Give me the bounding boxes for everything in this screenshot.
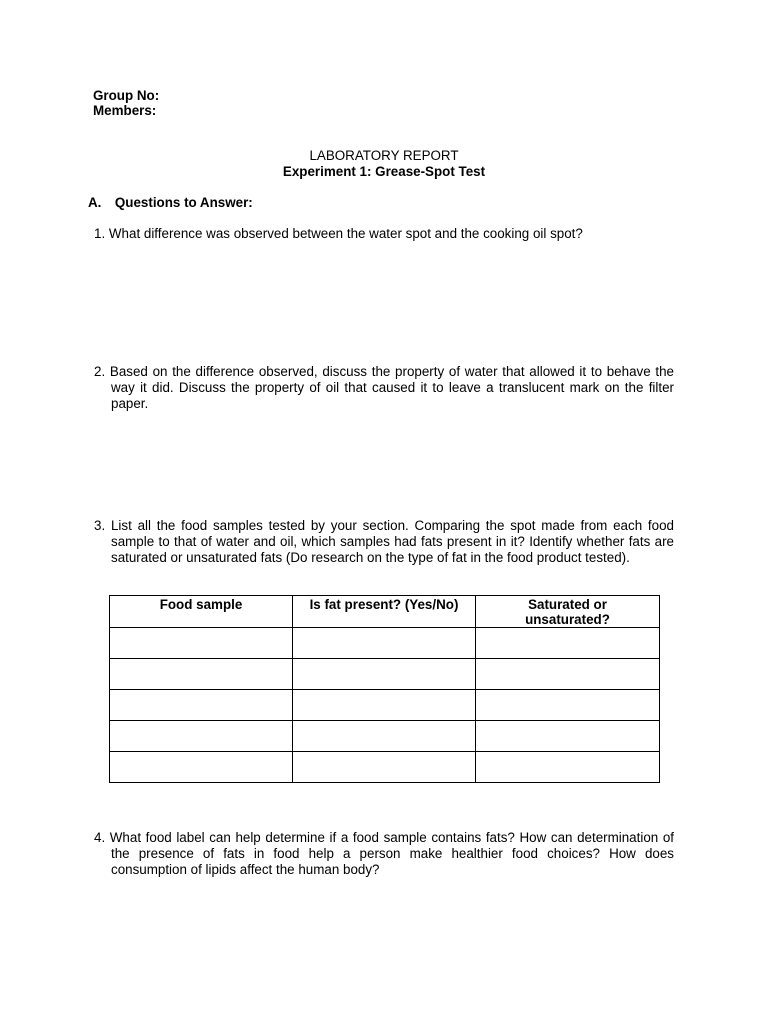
table-cell[interactable]: [293, 721, 476, 752]
table-row: [110, 752, 660, 783]
column-header-fat-present: Is fat present? (Yes/No): [293, 596, 476, 628]
question-4: [92, 830, 674, 878]
table-cell[interactable]: [110, 752, 293, 783]
table-cell[interactable]: [110, 628, 293, 659]
question-3-text: List all the food samples tested by your section. Comparing the spot made from each food sample to that of water and oil, which samples had fats present in it? Identify whether fats are saturated or unsaturated fats (Do research on the type of fat in the food product tested).: [110, 518, 674, 565]
table-row: [110, 721, 660, 752]
members-label: Members:: [93, 103, 157, 118]
table-row: [110, 628, 660, 659]
table-row: [110, 690, 660, 721]
table-cell[interactable]: [293, 628, 476, 659]
table-cell[interactable]: [476, 628, 660, 659]
table-cell[interactable]: [110, 721, 293, 752]
food-samples-table: [109, 595, 660, 783]
table-cell[interactable]: [476, 659, 660, 690]
table-cell[interactable]: [476, 690, 660, 721]
question-1-number: 1.: [94, 226, 106, 241]
question-2: [92, 364, 674, 412]
table-cell[interactable]: [293, 690, 476, 721]
question-2-text: Based on the difference observed, discuss the property of water that allowed it to behave the way it did. Discuss the property of oil that caused it to leave a translucent mark on the filter paper.: [109, 364, 674, 411]
group-number-label: Group No:: [93, 88, 160, 103]
section-a-heading: [88, 195, 253, 211]
table-cell[interactable]: [110, 659, 293, 690]
table-row: [110, 659, 660, 690]
question-3-number: 3.: [94, 518, 106, 533]
table-cell[interactable]: [293, 752, 476, 783]
table-cell[interactable]: [110, 690, 293, 721]
table-header-row: [110, 596, 660, 628]
table-cell[interactable]: [293, 659, 476, 690]
question-3: [92, 518, 674, 566]
question-4-number: 4.: [94, 830, 106, 845]
table-cell[interactable]: [476, 752, 660, 783]
question-1-text: What difference was observed between the water spot and the cooking oil spot?: [108, 226, 583, 241]
table-cell[interactable]: [476, 721, 660, 752]
column-header-food-sample: Food sample: [110, 596, 293, 628]
column-header-saturation: Saturated or unsaturated?: [476, 596, 660, 628]
experiment-subtitle: Experiment 1: Grease-Spot Test: [282, 164, 486, 179]
section-a-label: A.: [88, 195, 102, 210]
question-2-number: 2.: [94, 364, 106, 379]
section-a-title: Questions to Answer:: [114, 195, 253, 210]
question-1: [92, 226, 674, 242]
report-title: LABORATORY REPORT: [309, 148, 459, 163]
question-4-text: What food label can help determine if a food sample contains fats? How can determination of the presence of fats in food help a person make healthier food choices? How does consumption of lipids affect the human body?: [109, 830, 674, 877]
